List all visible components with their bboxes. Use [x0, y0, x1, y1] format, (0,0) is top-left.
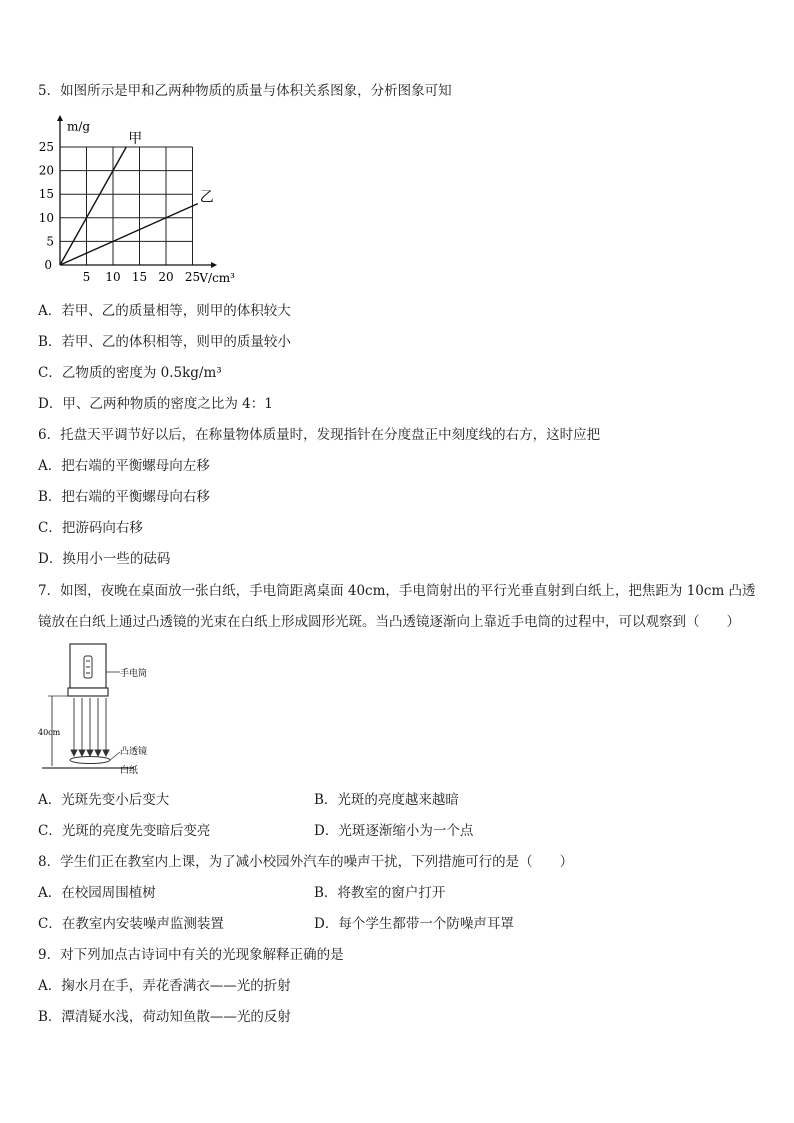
x-axis-arrow	[211, 262, 217, 268]
flashlight-lens-figure	[38, 642, 168, 778]
mass-volume-chart-svg	[34, 115, 264, 287]
q9-stem: 9．对下列加点古诗词中有关的光现象解释正确的是	[38, 947, 344, 963]
y-tick-label: 20	[38, 163, 54, 178]
origin-label: 0	[44, 258, 52, 272]
distance-label: 40cm	[38, 728, 61, 737]
series-line-yi	[60, 204, 198, 265]
q6-option-a: A．把右端的平衡螺母向左移	[38, 458, 210, 474]
y-axis-label: m/g	[67, 119, 91, 134]
series-line-jia	[60, 147, 126, 265]
q8-option-a: A．在校园周围植树	[38, 885, 156, 901]
series-label-jia: 甲	[128, 131, 143, 147]
q7-stem: 7．如图，夜晚在桌面放一张白纸，手电筒距离桌面 40cm，手电筒射出的平行光垂直射到白纸上，把焦距为 10cm 凸透镜放在白纸上通过凸透镜的光束在白纸上形成圆形光斑。当凸透镜逐渐向上靠近手电筒的过程中，可以观察到（ ）	[38, 583, 756, 630]
y-tick-label: 10	[38, 210, 54, 225]
x-tick-label: 10	[105, 270, 121, 284]
convex-lens	[70, 757, 110, 764]
q5-option-d: D．甲、乙两种物质的密度之比为 4：1	[38, 396, 273, 412]
q5-option-c: C．乙物质的密度为 0.5kg/m³	[38, 365, 222, 381]
flashlight-head	[68, 688, 108, 696]
paper-label: 白纸	[120, 766, 139, 776]
q5-option-b: B．若甲、乙的体积相等，则甲的质量较小	[38, 334, 291, 350]
q8-option-d: D．每个学生都带一个防噪声耳罩	[314, 916, 514, 932]
q8-stem: 8．学生们正在教室内上课，为了减小校园外汽车的噪声干扰，下列措施可行的是（ ）	[38, 854, 574, 870]
q6-option-c: C．把游码向右移	[38, 520, 143, 536]
q6-stem: 6．托盘天平调节好以后，在称量物体质量时，发现指针在分度盘正中刻度线的右方，这时应把	[38, 427, 601, 443]
mass-volume-chart	[34, 115, 264, 287]
q8-option-c: C．在教室内安装噪声监测装置	[38, 916, 224, 932]
q6-option-b: B．把右端的平衡螺母向右移	[38, 489, 210, 505]
q7-option-d: D．光斑逐渐缩小为一个点	[314, 823, 474, 839]
q7-option-c: C．光斑的亮度先变暗后变亮	[38, 823, 211, 839]
x-axis-label: V/cm³	[199, 271, 236, 285]
q7-option-a: A．光斑先变小后变大	[38, 792, 170, 808]
series-label-yi: 乙	[199, 189, 214, 206]
x-tick-label: 15	[131, 270, 148, 284]
q6-option-d: D．换用小一些的砝码	[38, 551, 171, 567]
x-tick-label: 20	[158, 270, 174, 284]
y-axis-arrow	[57, 115, 63, 121]
q5-option-a: A．若甲、乙的质量相等，则甲的体积较大	[38, 303, 291, 319]
y-tick-label: 15	[38, 187, 54, 202]
y-tick-label: 5	[46, 234, 54, 249]
y-tick-label: 25	[38, 140, 54, 154]
x-tick-label: 5	[82, 270, 91, 284]
light-rays	[71, 698, 109, 756]
q5-stem: 5．如图所示是甲和乙两种物质的质量与体积关系图象，分析图象可知	[38, 83, 452, 99]
q7-option-b: B．光斑的亮度越来越暗	[314, 792, 459, 808]
lens-label: 凸透镜	[120, 747, 148, 757]
q8-option-b: B．将教室的窗户打开	[314, 885, 446, 901]
q9-option-a: A．掬水月在手，弄花香满衣——光的折射	[38, 978, 291, 994]
flashlight-label: 手电筒	[120, 669, 148, 679]
q9-option-b: B．潭清疑水浅，荷动知鱼散——光的反射	[38, 1009, 291, 1025]
x-tick-label: 25	[184, 270, 201, 284]
